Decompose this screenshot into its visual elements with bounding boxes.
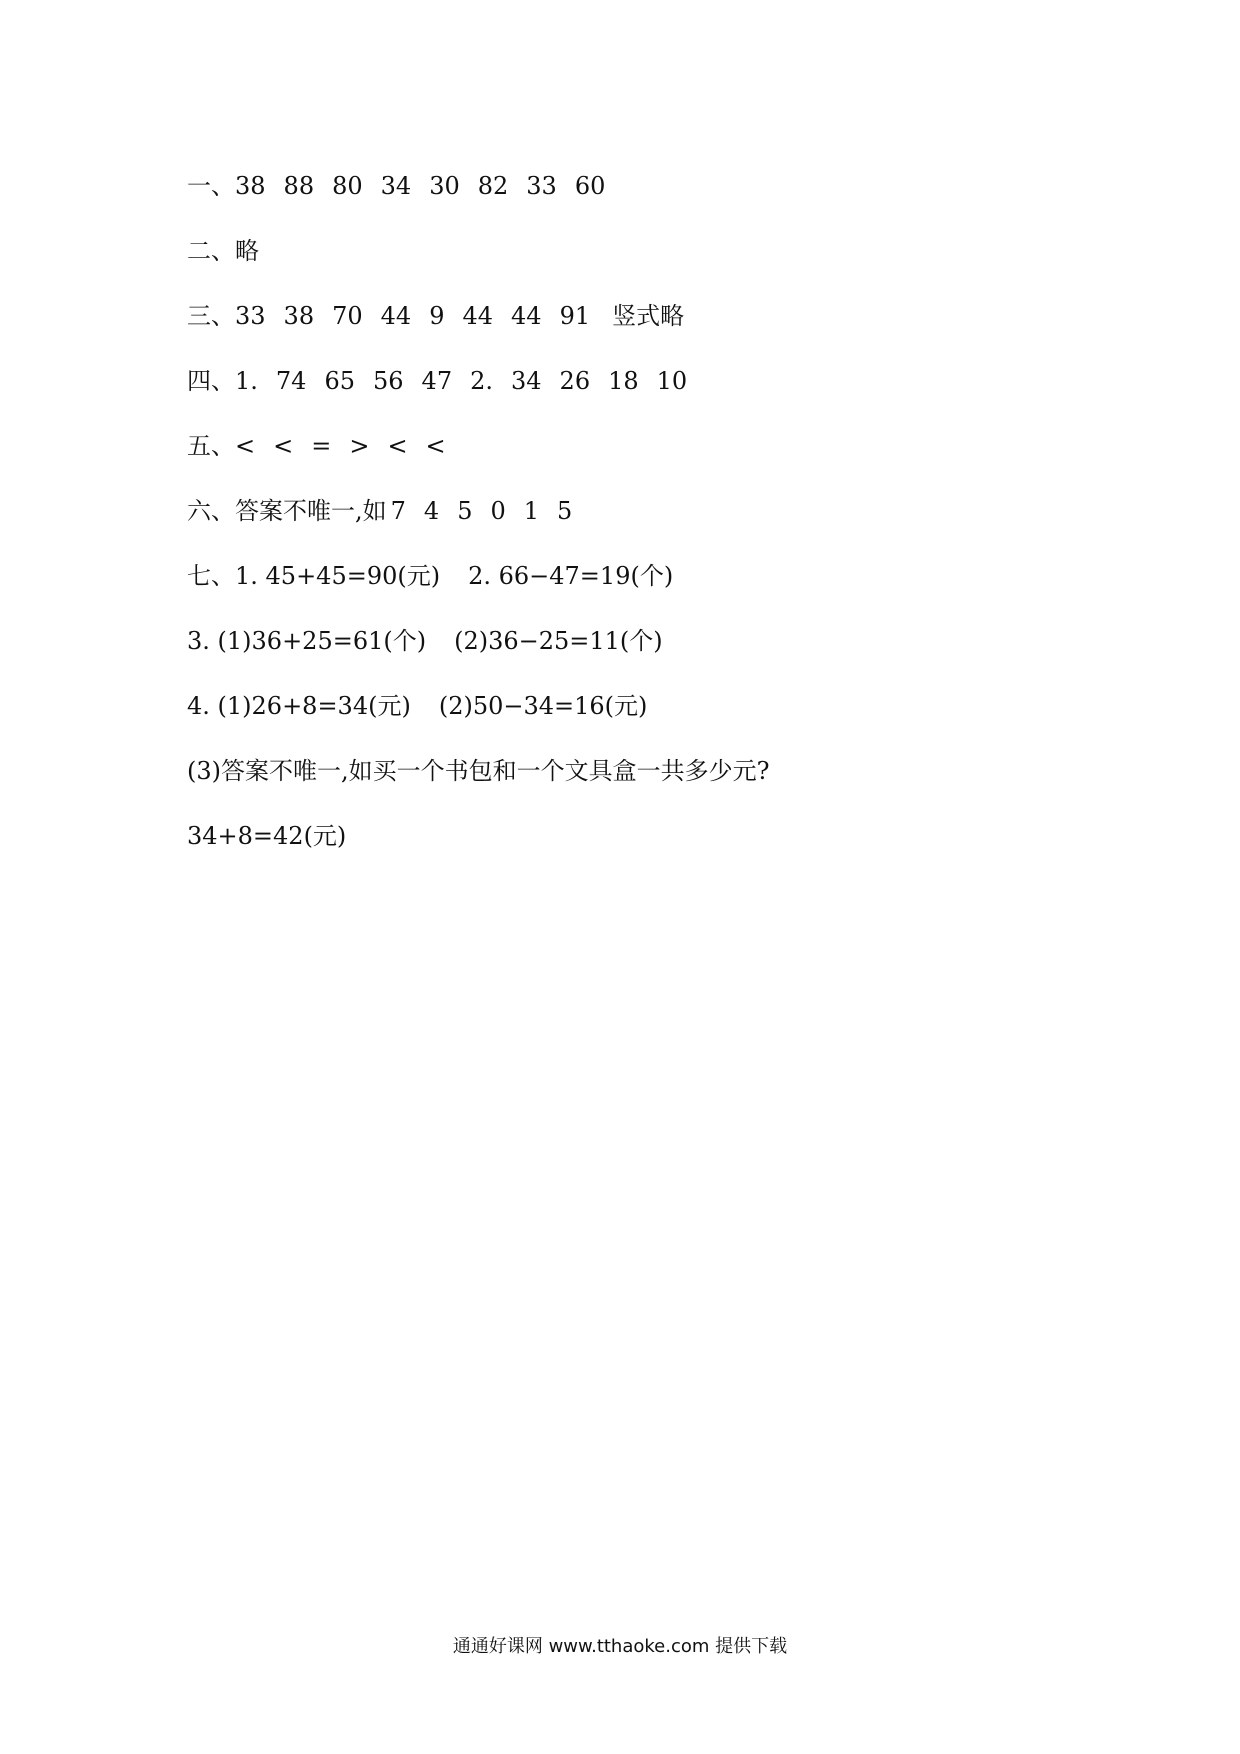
value: 38 [283, 302, 315, 330]
answer-line-11 [187, 816, 1087, 881]
comparison-symbol: < [273, 432, 294, 460]
value: 60 [574, 172, 606, 200]
section-label: 二、 [187, 237, 235, 265]
value: 70 [332, 302, 363, 330]
comparison-symbol: = [311, 432, 332, 460]
value: 44 [380, 302, 412, 330]
value: 1 [523, 497, 540, 525]
answer-text: (3)答案不唯一,如买一个书包和一个文具盒一共多少元? [187, 757, 770, 785]
value: 44 [511, 302, 542, 330]
answer-line-5 [187, 426, 1087, 491]
value: 9 [429, 302, 445, 330]
value: 88 [283, 172, 315, 200]
answer-line-10 [187, 751, 1087, 816]
value: 5 [557, 497, 573, 525]
value: 4 [423, 497, 440, 525]
answer-line-7 [187, 556, 1087, 621]
section-label: 六、 [187, 497, 235, 525]
value: 44 [462, 302, 494, 330]
value: 82 [477, 172, 509, 200]
value: 47 [421, 367, 453, 395]
answer-line-1 [187, 166, 1087, 231]
value: 26 [559, 367, 591, 395]
answer-text: 答案不唯一,如 [235, 497, 387, 525]
answer-line-4 [187, 361, 1087, 426]
answer-line-9 [187, 686, 1087, 751]
sub-label: 2. [470, 367, 493, 395]
comparison-symbol: < [425, 432, 446, 460]
value: 56 [373, 367, 404, 395]
value: 7 [390, 497, 406, 525]
answer-part: 1. 45+45=90(元) [235, 562, 441, 590]
value: 34 [380, 172, 412, 200]
value: 91 [559, 302, 591, 330]
value: 0 [490, 497, 506, 525]
answer-text: 略 [235, 237, 259, 265]
section-label: 五、 [187, 432, 235, 460]
answer-note: 竖式略 [612, 302, 685, 330]
footer-credit: 通通好课网 www.tthaoke.com 提供下载 [452, 1636, 788, 1657]
answer-part: 2. 66−47=19(个) [468, 562, 674, 590]
section-label: 七、 [187, 562, 235, 590]
answer-line-2 [187, 231, 1087, 296]
value-sequence [235, 166, 623, 206]
value-sequence [391, 491, 591, 531]
value: 38 [235, 172, 266, 200]
section-label: 一、 [187, 172, 235, 200]
comparison-symbol: < [235, 432, 256, 460]
value: 34 [511, 367, 542, 395]
value: 33 [235, 302, 266, 330]
comparison-symbol: < [387, 432, 408, 460]
value: 5 [457, 497, 473, 525]
value: 65 [324, 367, 355, 395]
answer-line-6 [187, 491, 1087, 556]
value-sequence [235, 361, 705, 401]
answer-list [187, 166, 1087, 881]
value: 80 [332, 172, 363, 200]
sub-label: 1. [235, 367, 258, 395]
value: 30 [429, 172, 460, 200]
section-label: 三、 [187, 302, 235, 330]
answer-part: (2)50−34=16(元) [438, 692, 648, 720]
answer-text: 34+8=42(元) [187, 822, 347, 850]
answer-part: 4. (1)26+8=34(元) [187, 692, 411, 720]
answer-line-3 [187, 296, 1087, 361]
value: 10 [656, 367, 688, 395]
value: 33 [526, 172, 557, 200]
comparison-sequence [235, 426, 464, 466]
comparison-symbol: > [349, 432, 370, 460]
value: 18 [608, 367, 639, 395]
section-label: 四、 [187, 367, 235, 395]
answer-line-8 [187, 621, 1087, 686]
value-sequence [235, 296, 608, 336]
answer-part: (2)36−25=11(个) [454, 627, 663, 655]
answer-part: 3. (1)36+25=61(个) [187, 627, 427, 655]
value: 74 [275, 367, 307, 395]
